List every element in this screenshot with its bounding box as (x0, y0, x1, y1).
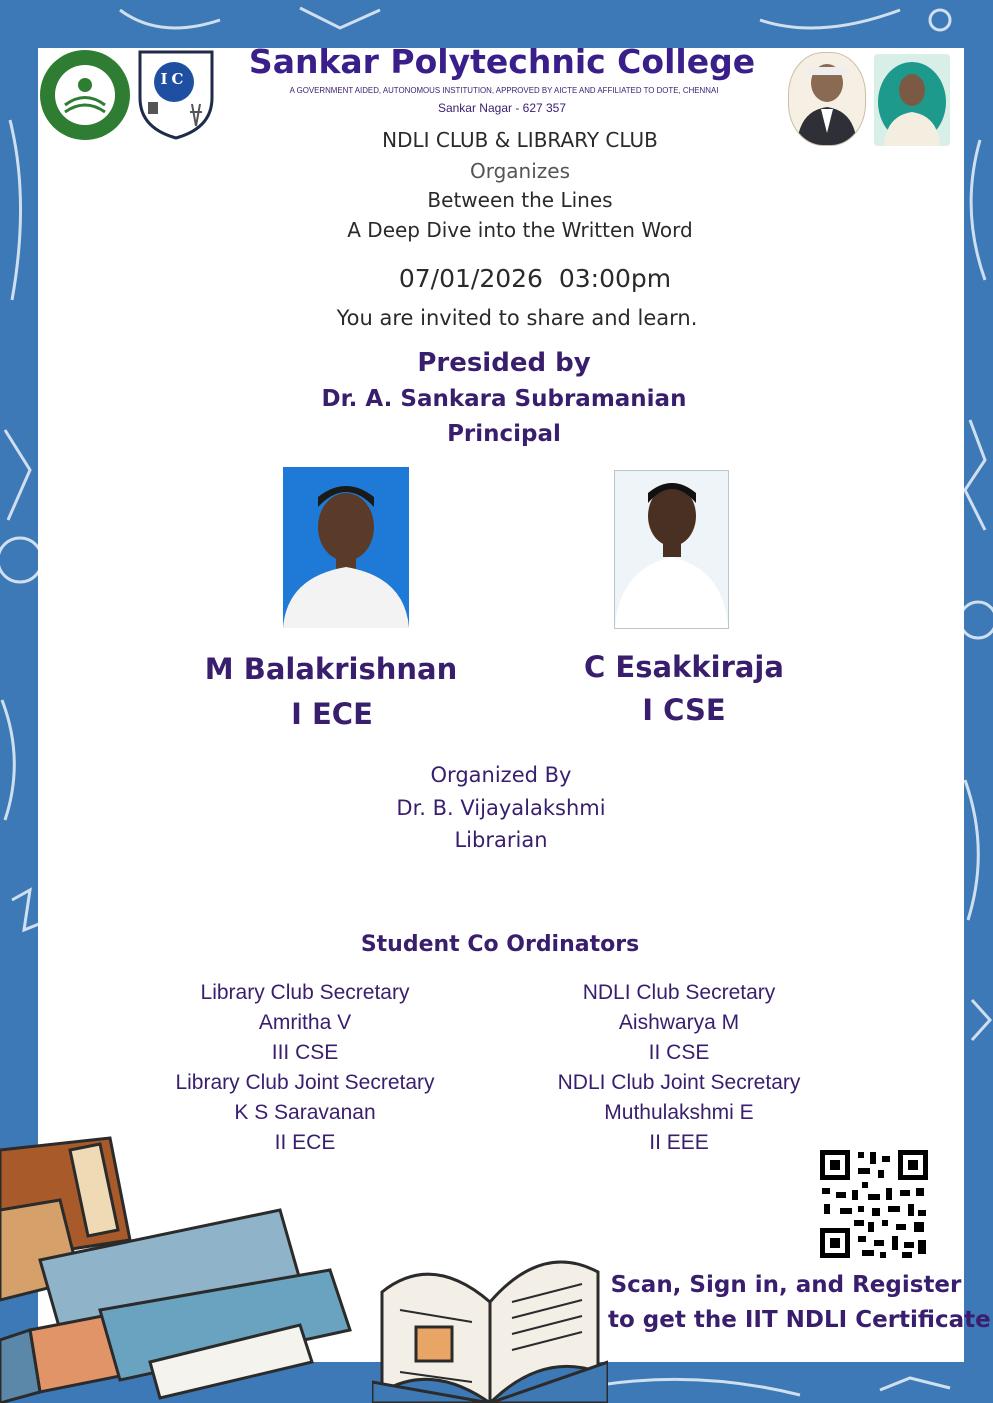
person-icon (789, 53, 865, 145)
coordinators-right-list (520, 978, 838, 1158)
person-icon (874, 54, 950, 146)
coordinator-role: Library Club Joint Secretary (175, 1071, 435, 1094)
college-address: Sankar Nagar - 627 357 (437, 101, 567, 115)
open-book-illustration (372, 1232, 608, 1403)
shield-icon (134, 48, 218, 140)
ndl-logo (40, 50, 130, 140)
speaker-class-1: I ECE (291, 697, 373, 731)
presided-role: Principal (447, 421, 561, 447)
event-title: Between the Lines (427, 188, 613, 212)
qr-code-icon (818, 1148, 930, 1260)
coordinator-name: K S Saravanan (234, 1101, 376, 1124)
founder-portrait-1 (788, 52, 866, 146)
spc-logo (134, 48, 218, 140)
coordinator-name: Amritha V (258, 1011, 352, 1034)
founder-portrait-2 (874, 54, 950, 146)
speaker-name-2: C Esakkiraja (584, 650, 784, 684)
speaker-name-1: M Balakrishnan (204, 652, 458, 686)
qr-caption-line1: Scan, Sign in, and Register (610, 1272, 962, 1298)
speaker-photo-1 (283, 467, 409, 628)
qr-caption-line2: to get the IIT NDLI Certificate (608, 1307, 991, 1333)
organizer-heading: Organized By (430, 763, 572, 787)
presided-name: Dr. A. Sankara Subramanian (321, 386, 687, 412)
person-icon (615, 471, 728, 628)
coordinator-role: Library Club Secretary (200, 981, 410, 1004)
coordinator-class: II CSE (648, 1041, 710, 1064)
college-tagline: A GOVERNMENT AIDED, AUTONOMOUS INSTITUTION, APPROVED BY AICTE AND AFFILIATED TO DOTE, CHENNAI (289, 86, 719, 95)
presided-heading: Presided by (417, 348, 591, 378)
event-invite: You are invited to share and learn. (336, 306, 698, 330)
person-icon (283, 467, 409, 628)
coordinator-class: III CSE (271, 1041, 339, 1064)
coordinator-name: Aishwarya M (618, 1011, 740, 1034)
speaker-class-2: I CSE (642, 693, 726, 727)
book-icon (40, 50, 130, 140)
coordinator-role: NDLI Club Joint Secretary (557, 1071, 801, 1094)
books-illustration (0, 1130, 360, 1403)
spc-logo-letters: IC (160, 70, 188, 88)
qr-code[interactable] (818, 1148, 930, 1260)
college-name: Sankar Polytechnic College (248, 42, 756, 81)
coordinator-role: NDLI Club Secretary (582, 981, 776, 1004)
organizer-name: Dr. B. Vijayalakshmi (396, 796, 606, 820)
coordinator-class: II EEE (649, 1131, 709, 1154)
speaker-photo-2 (614, 470, 729, 629)
event-subtitle: A Deep Dive into the Written Word (347, 218, 693, 242)
event-clubs: NDLI CLUB & LIBRARY CLUB (382, 128, 658, 152)
event-organizes: Organizes (469, 159, 571, 183)
coordinator-name: Muthulakshmi E (604, 1101, 754, 1124)
coordinator-class: II ECE (274, 1131, 336, 1154)
event-datetime: 07/01/2026 03:00pm (398, 264, 672, 293)
organizer-role: Librarian (454, 828, 548, 852)
coordinators-heading: Student Co Ordinators (360, 932, 640, 957)
